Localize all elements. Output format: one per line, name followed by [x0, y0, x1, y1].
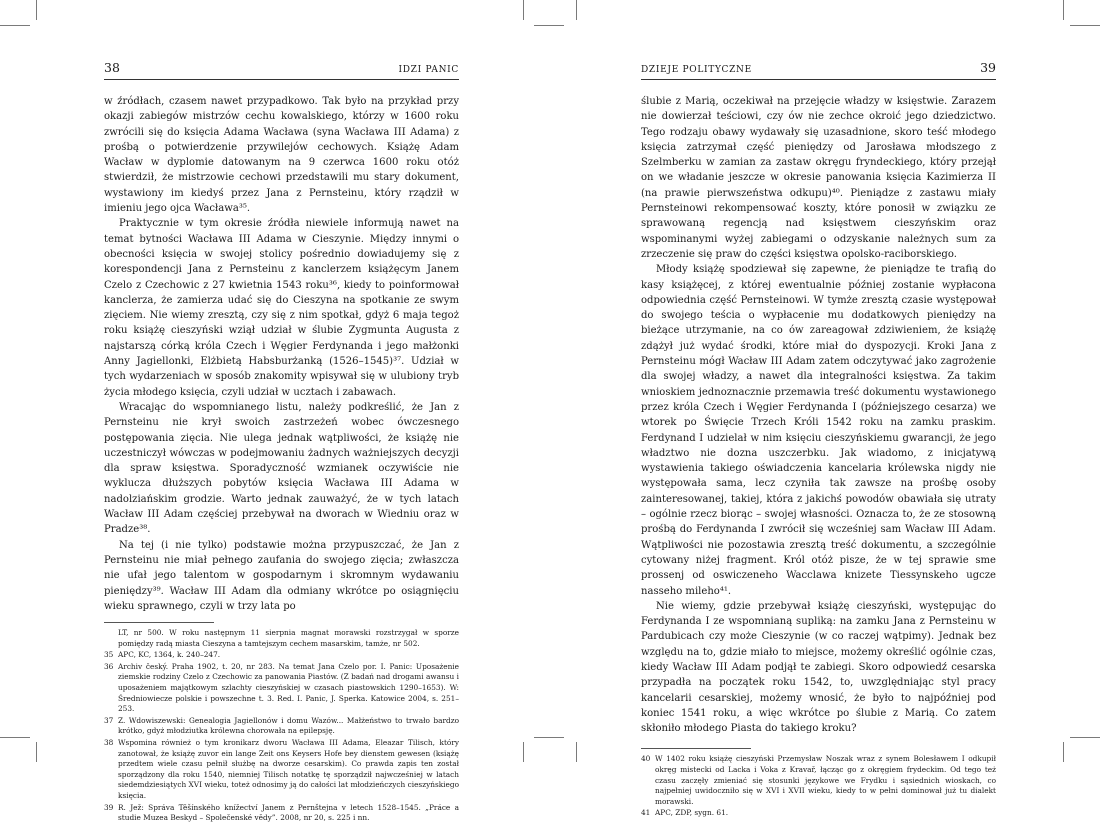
paragraph: Wracając do wspomnianego listu, należy podkreślić, że Jan z Pernsteinu nie krył swoich zastrzeżeń wobec ówczesnego postępowania zięcia. Nie ulega jednak wątpliwości, że książę nie uczestniczył wówczas w podejmowaniu żadnych ważniejszych decyzji dla spraw księstwa. Sporadyczność wzmianek oczywiście nie wyklucza dłuższych pobytów księcia Wacława III Adama w nadolziańskim grodzie. Warto jednak zauważyć, że w tych latach Wacław III Adam częściej przebywał na dworach w Wiedniu oraz w Pradze³⁸.	[104, 401, 459, 536]
left-page	[104, 60, 459, 825]
footnote	[104, 650, 459, 661]
paragraph: ślubie z Marią, oczekiwał na przejęcie władzy w księstwie. Zarazem nie dowierzał teściowi, czy ów nie zechce okroić jego dziedzictwo. Tego rodzaju obawy wydawały się uzasadnione, skoro teść młodego księcia zatrzymał część pieniędzy od Jarosława młodszego z Szelmberku w zamian za zastaw okręgu fryndeckiego, który przejął on we władanie jeszcze w okresie panowania księcia Kazimierza II (na prawie pierwszeństwa odkupu)⁴⁰. Pieniądze z zastawu miały Pernsteinowi rekompensować koszty, które ponosił w związku ze sprawowaną regencją nad księstwem cieszyńskim oraz wspominanymi wyżej zabiegami o odzyskanie należnych sum za zrzeczenie się praw do części księstwa opolsko-raciborskiego.	[641, 96, 996, 260]
footnote	[104, 803, 459, 824]
footnote-text: Archiv český. Praha 1902, t. 20, nr 283. Na temat Jana Czelo por. I. Panic: Uposażenie ziemskie rodziny Czelo z Czechowic za panowania Piastów. (Z badań nad drogami awansu i uposażeniem majątkowym szlachty cieszyńskiej w czasach piastowskich 1290–1653). W: Średniowiecze polskie i powszechne t. 3. Red. I. Panic, J. Sperka. Katowice 2004, s. 251–253.	[118, 661, 459, 714]
crop-mark	[0, 737, 30, 738]
footnote	[104, 738, 459, 802]
page-number: 38	[104, 60, 120, 75]
footnote-text: Wspomina również o tym kronikarz dworu Wacława III Adama, Eleazar Tilisch, który zanotował, że książę zuvor ein lange Zeit ons Keysers Hofe bey dienstem gewesen (książę przedtem wiele czasu pełnił służbę na dworze cesarskim). Co prawda zapis ten został sporządzony dla roku 1540, niemniej Tilisch notatkę tę sporządził najwcześniej w latach siedemdziesiątych XVI wieku, toteż odnosimy ją do całości lat młodzieńczych cieszyńskiego księcia.	[118, 738, 459, 800]
crop-mark	[1070, 737, 1100, 738]
paragraph: w źródłach, czasem nawet przypadkowo. Tak było na przykład przy okazji zabiegów mistrzów cechu kowalskiego, którzy w 1600 roku zwrócili się do księcia Adama Wacława (syna Wacława III Adama) z prośbą o potwierdzenie przywilejów cechowych. Książę Adam Wacław w dyplomie datowanym na 9 czerwca 1600 roku otóż stwierdził, że mistrzowie cechowi przedstawili mu stary dokument, wystawiony im kiedyś przez Jana z Pernsteinu, który rządził w imieniu jego ojca Wacława³⁵.	[104, 96, 459, 215]
right-page	[641, 60, 996, 820]
running-head-title: DZIEJE POLITYCZNE	[641, 65, 752, 75]
footnote-number: 37	[104, 715, 114, 725]
footnote-number: 40	[641, 754, 651, 764]
footnote-text: R. Jež: Správa Těšínského knížectví Janem z Pernštejna v letech 1528–1545. „Práce a studie Muzea Beskyd – Společenské vědy”. 2008, nr 20, s. 225 i nn.	[118, 802, 459, 823]
footnotes	[104, 628, 459, 824]
crop-mark	[1070, 25, 1100, 26]
footnote-number: 41	[641, 808, 651, 818]
crop-mark	[576, 0, 577, 20]
crop-mark	[534, 25, 564, 26]
paragraph: Na tej (i nie tylko) podstawie można przypuszczać, że Jan z Pernsteinu nie miał pełnego zaufania do swojego zięcia; zwłaszcza nie ufał jego talentom w gospodarnym i skromnym wydawaniu pieniędzy³⁹. Wacław III Adam dla odmiany wkrótce po osiągnięciu wieku sprawnego, czyli w trzy lata po	[104, 539, 459, 612]
crop-mark	[1063, 0, 1064, 20]
footnote-text: W 1402 roku książę cieszyński Przemysław Noszak wraz z synem Bolesławem I odkupił okręg mistecki od Lacka i Voka z Kravař, łącząc go z okręgiem frydeckim. Od tego też czasu zaczęły zmieniać się stosunki językowe we Frydku i sąsiednich wioskach, co najpełniej uwidoczniło się w XVI i XVII wieku, kiedy to w pełni dominował już tu dialekt morawski.	[655, 754, 996, 806]
footnote	[641, 808, 996, 819]
running-header	[641, 60, 996, 80]
page-number: 39	[980, 60, 996, 75]
footnote-continuation: LT, nr 500. W roku następnym 11 sierpnia magnat morawski rozstrzygał w sporze pomiędzy radą miasta Cieszyna a tamtejszym cechem masarskim, tamże, nr 502.	[118, 628, 459, 648]
footnote-number: 35	[104, 650, 114, 660]
footnotes	[641, 754, 996, 819]
crop-mark	[36, 0, 37, 20]
running-head-author: IDZI PANIC	[398, 65, 459, 75]
crop-mark	[36, 742, 37, 762]
crop-mark	[0, 25, 30, 26]
footnote-text: APC, KC, 1364, k. 240–247.	[118, 650, 221, 660]
paragraph: Młody książę spodziewał się zapewne, że pieniądze te trafią do kasy książęcej, z której ewentualnie później zostanie wypłacona odpowiednia część Pernsteinowi. W tymże zresztą czasie występował do swojego teścia o wypłacenie mu dodatkowych pieniędzy na bieżące utrzymanie, na co ów zareagował zdziwieniem, że książę zdążył już wydać środki, które miał do dyspozycji. Kroki Jana z Pernsteinu mógł Wacław III Adam zatem odczytywać jako zagrożenie dla swojej władzy, a nawet dla integralności księstwa. Za takim wnioskiem jednoznacznie przemawia treść dokumentu wystawionego przez króla Czech i Węgier Ferdynanda I (późniejszego cesarza) we wtorek po Święcie Trzech Króli 1542 roku na zamku praskim. Ferdynand I udzielał w nim księciu cieszyńskiemu gwarancji, że jego władztwo nie dozna uszczerbku. Jak wiadomo, z inicjatywą wystawienia takiego oświadczenia kancelaria królewska nigdy nie występowała sama, lecz czyniła tak zawsze na prośbę osoby zainteresowanej, takiej, która z jakichś powodów obawiała się utraty – ogólnie rzecz biorąc – swojej własności. Oznacza to, że ze stosowną prośbą do Ferdynanda I zwrócił się wcześniej sam Wacław III Adam. Wątpliwości nie pozostawia zresztą treść dokumentu, a szczególnie cytowany niżej fragment. Król otóż pisze, że w tej sprawie sme prossenj od oswiczeneho Wacclawa knizete Tiessynskeho ugcze nasseho mileho⁴¹.	[641, 264, 996, 597]
footnote	[104, 716, 459, 737]
paragraph: Nie wiemy, gdzie przebywał książę cieszyński, występując do Ferdynanda I ze wspomnianą supliką: na zamku Jana z Pernsteinu w Pardubicach czy może Cieszynie (w co raczej wątpimy). Jednak bez względu na to, gdzie miało to miejsce, możemy określić ogólnie czas, kiedy Wacław III Adam podjął te zabiegi. Skoro odpowiedź cesarska przypadła na początek roku 1542, to, uwzględniając styl pracy kancelarii cesarskiej, możemy wnosić, że było to najpóźniej pod koniec 1541 roku, a więc wkrótce po ślubie z Marią. Co zatem skłoniło młodego Piasta do takiego kroku?	[641, 600, 996, 735]
footnote-rule	[104, 622, 214, 623]
running-header	[104, 60, 459, 80]
crop-mark	[534, 737, 564, 738]
crop-mark	[523, 0, 524, 20]
footnote	[641, 754, 996, 807]
crop-mark	[576, 742, 577, 762]
footnote-number: 36	[104, 661, 114, 671]
body-text	[641, 94, 996, 736]
footnote-rule	[641, 748, 751, 749]
footnote	[104, 662, 459, 715]
paragraph: Praktycznie w tym okresie źródła niewiele informują nawet na temat bytności Wacława III Adama w Cieszynie. Między innymi o obecności księcia w swojej stolicy pośrednio dowiadujemy się z korespondencji Jana z Pernsteinu z kanclerzem książęcym Janem Czelo z Czechowic z 27 kwietnia 1543 roku³⁶, kiedy to poinformował kanclerza, że zamierza udać się do Cieszyna na spotkanie ze swym zięciem. Nie wiemy zresztą, czy się z nim spotkał, gdyż 6 maja tegoż roku książę cieszyński wziął udział w ślubie Zygmunta Augusta z najstarszą córką króla Czech i Węgier Ferdynanda i jego małżonki Anny Jagiellonki, Elżbietą Habsburżanką (1526–1545)³⁷. Udział w tych wydarzeniach w sposób znakomity wpisywał się w ulubiony tryb życia młodego księcia, czyli udział w ucztach i zabawach.	[104, 218, 459, 398]
footnote-text: APC, ZDP, sygn. 61.	[655, 808, 729, 818]
body-text	[104, 94, 459, 614]
footnote-number: 38	[104, 738, 114, 748]
crop-mark	[1063, 742, 1064, 762]
footnote-text: Z. Wdowiszewski: Genealogia Jagiellonów i domu Wazów... Małżeństwo to trwało bardzo krótko, gdyż młodziutka królewna chorowała na epilepsję.	[118, 715, 459, 736]
crop-mark	[523, 742, 524, 762]
footnote-number: 39	[104, 802, 114, 812]
